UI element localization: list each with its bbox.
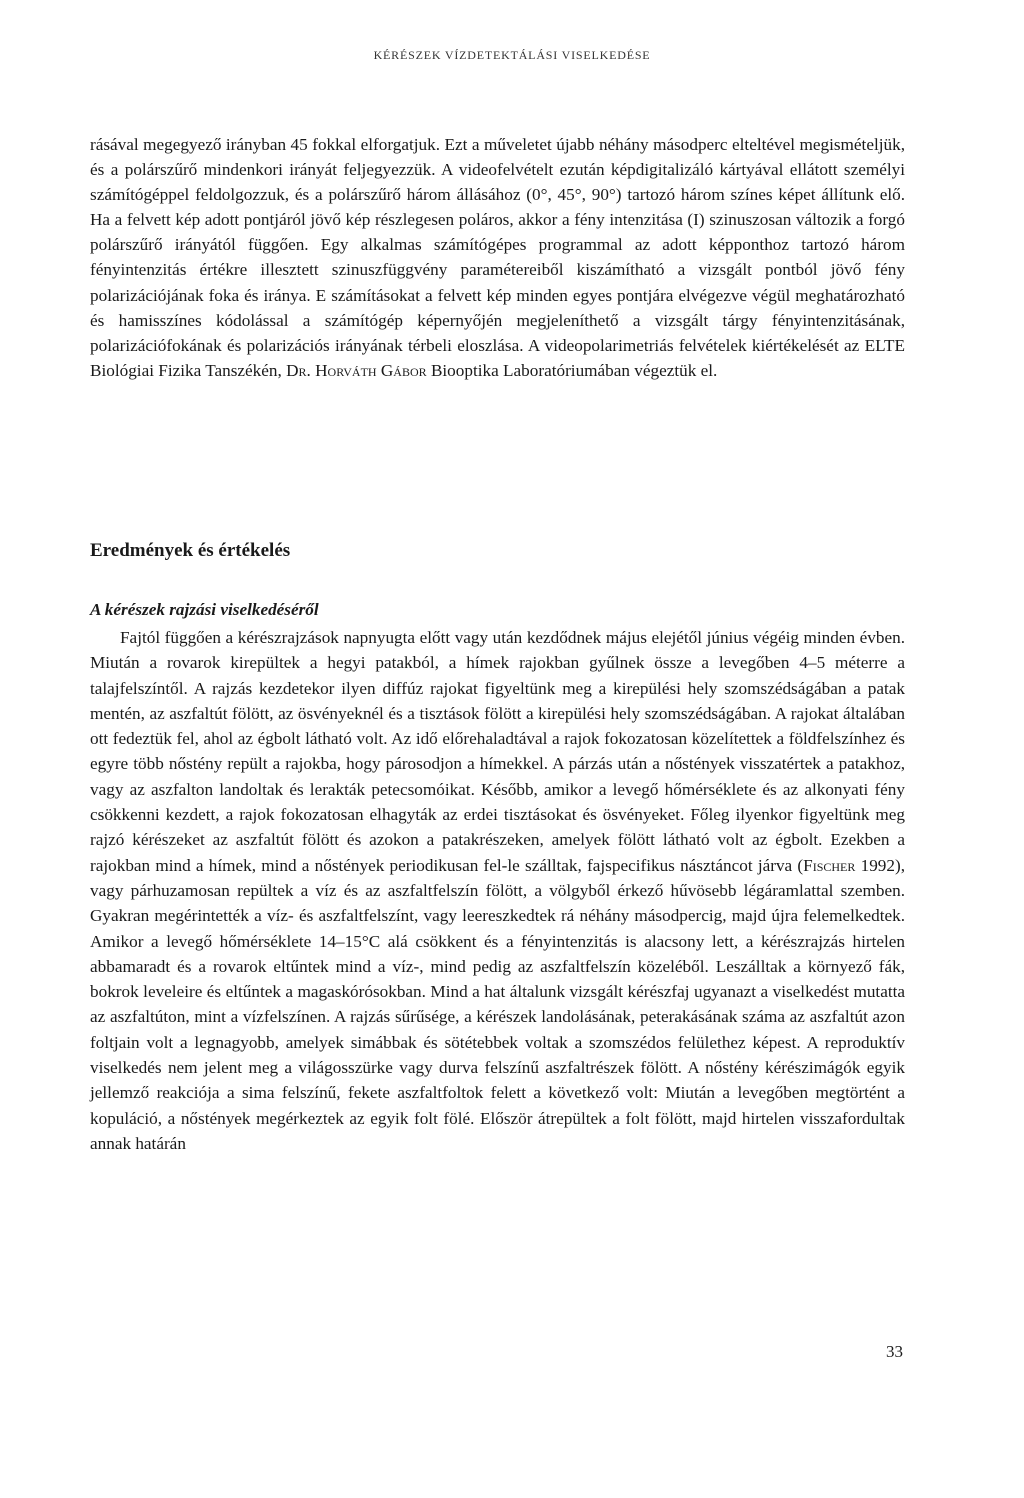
text-segment: ), vagy párhuzamosan repültek a víz és az aszfaltfelszín fölött, a völgyből érkező hűvösebb légáramlattal szemben. Gyakran megérintették a víz- és aszfaltfelszínt, vagy leereszkedtek rá néhány másodpercig, majd újra felemelkedtek. Amikor a levegő hőmérséklete 14–15°C alá csökkent és a fényintenzitás is alacsony lett, a kérészrajzás hirtelen abbamaradt és a rovarok eltűntek mind a víz-, mind pedig az aszfaltfelszín közeléből. Leszálltak a környező fák, bokrok leveleire és eltűntek a magaskórósokban. Mind a hat általunk vizsgált kérészfaj ugyanazt a viselkedést mutatta az aszfaltúton, mint a vízfelszínen. A rajzás sűrűsége, a kérészek landolásának, peterakásának száma az aszfaltút azon foltjain volt a legnagyobb, amelyek simábbak és sötétebbek voltak a szomszédos felülethez képest. A reproduktív viselkedés nem jelent meg a világosszürke vagy durva felszínű aszfaltrészek fölött. A nőstény kérészimágók egyik jellemző reakciója a sima felszínű, fekete aszfaltfoltok felett a következő volt: Miután a levegőben megtörtént a kopuláció, a nőstények megérkeztek az egyik folt fölé. Először átrepültek a folt fölött, majd hirtelen visszafordultak annak határán — [90, 855, 906, 1153]
citation-year: 1992 — [855, 855, 895, 875]
running-head: KÉRÉSZEK VÍZDETEKTÁLÁSI VISELKEDÉSE — [373, 48, 651, 62]
subsection-heading: A kérészek rajzási viselkedéséről — [90, 600, 319, 619]
section-heading: Eredmények és értékelés — [90, 540, 291, 561]
citation-author: Fischer — [803, 855, 856, 875]
author-name: Dr. Horváth — [286, 360, 377, 380]
paragraph-results — [90, 625, 905, 1156]
paragraph-methods — [90, 132, 905, 383]
author-name: Gábor — [380, 360, 427, 380]
paragraph-text — [90, 625, 905, 1156]
page-number: 33 — [886, 1342, 903, 1361]
text-segment: Fajtól függően a kérészrajzások napnyugta előtt vagy után kezdődnek május elejétől június végéig minden évben. Miután a rovarok kirepültek a hegyi patakból, a hímek rajokban gyűlnek össze a levegőben 4–5 méterre a talajfelszíntől. A rajzás kezdetekor ilyen diffúz rajokat figyeltünk meg a kirepülési hely szomszédságában a patak mentén, az aszfaltút fölött, az ösvényeknél és a tisztások fölött a kirepülési hely szomszédságában. A rajokat általában ott fedeztük fel, ahol az égbolt látható volt. Az idő előrehaladtával a rajok fokozatosan közelítettek a földfelszínhez és egyre több nőstény repült a rajokba, hogy párosodjon a hímekkel. A párzás után a nőstények visszatértek a patakhoz, vagy az aszfalton landoltak és lerakták petecsomóikat. Később, amikor a levegő hőmérséklete és az alkonyati fény csökkenni kezdett, a rajok fokozatosan elhagyták az erdei tisztásokat és ösvényeket. Főleg ilyenkor figyeltünk meg rajzó kérészeket az aszfaltút fölött és azokon a patakrészeken, amelyek fölött látható volt az égbolt. Ezekben a rajokban mind a hímek, mind a nőstények periodikusan fel-le szálltak, fajspecifikus násztáncot járva ( — [90, 628, 905, 875]
text-segment: Biooptika Laboratóriumában végeztük el. — [426, 360, 718, 380]
text-segment: rásával megegyező irányban 45 fokkal elforgatjuk. Ezt a műveletet újabb néhány másodperc elteltével megismételjük, és a polárszűrő mindenkori irányát feljegyezzük. A videofelvételt ezután képdigitalizáló kártyával ellátott személyi számítógéppel feldolgozzuk, és a polárszűrő három állásához (0°, 45°, 90°) tartozó három színes képet állítunk elő. Ha a felvett kép adott pontjáról jövő kép részlegesen poláros, akkor a fény intenzitása (I) szinuszosan változik a forgó polárszűrő irányától függően. Egy alkalmas számítógépes programmal az adott képponthoz tartozó három fényintenzitás értékre illesztett szinuszfüggvény paramétereiből kiszámítható a vizsgált pontból jövő fény polarizációjának foka és iránya. E számításokat a felvett kép minden egyes pontjára elvégezve végül meghatározható és hamisszínes kódolással a számítógép képernyőjén megjeleníthető a vizsgált tárgy fényintenzitásának, polarizációfokának és polarizációs irányának térbeli eloszlása. A videopolarimetriás felvételek kiértékelését az ELTE Biológiai Fizika Tanszékén, — [90, 135, 905, 380]
paragraph-text — [90, 132, 905, 383]
